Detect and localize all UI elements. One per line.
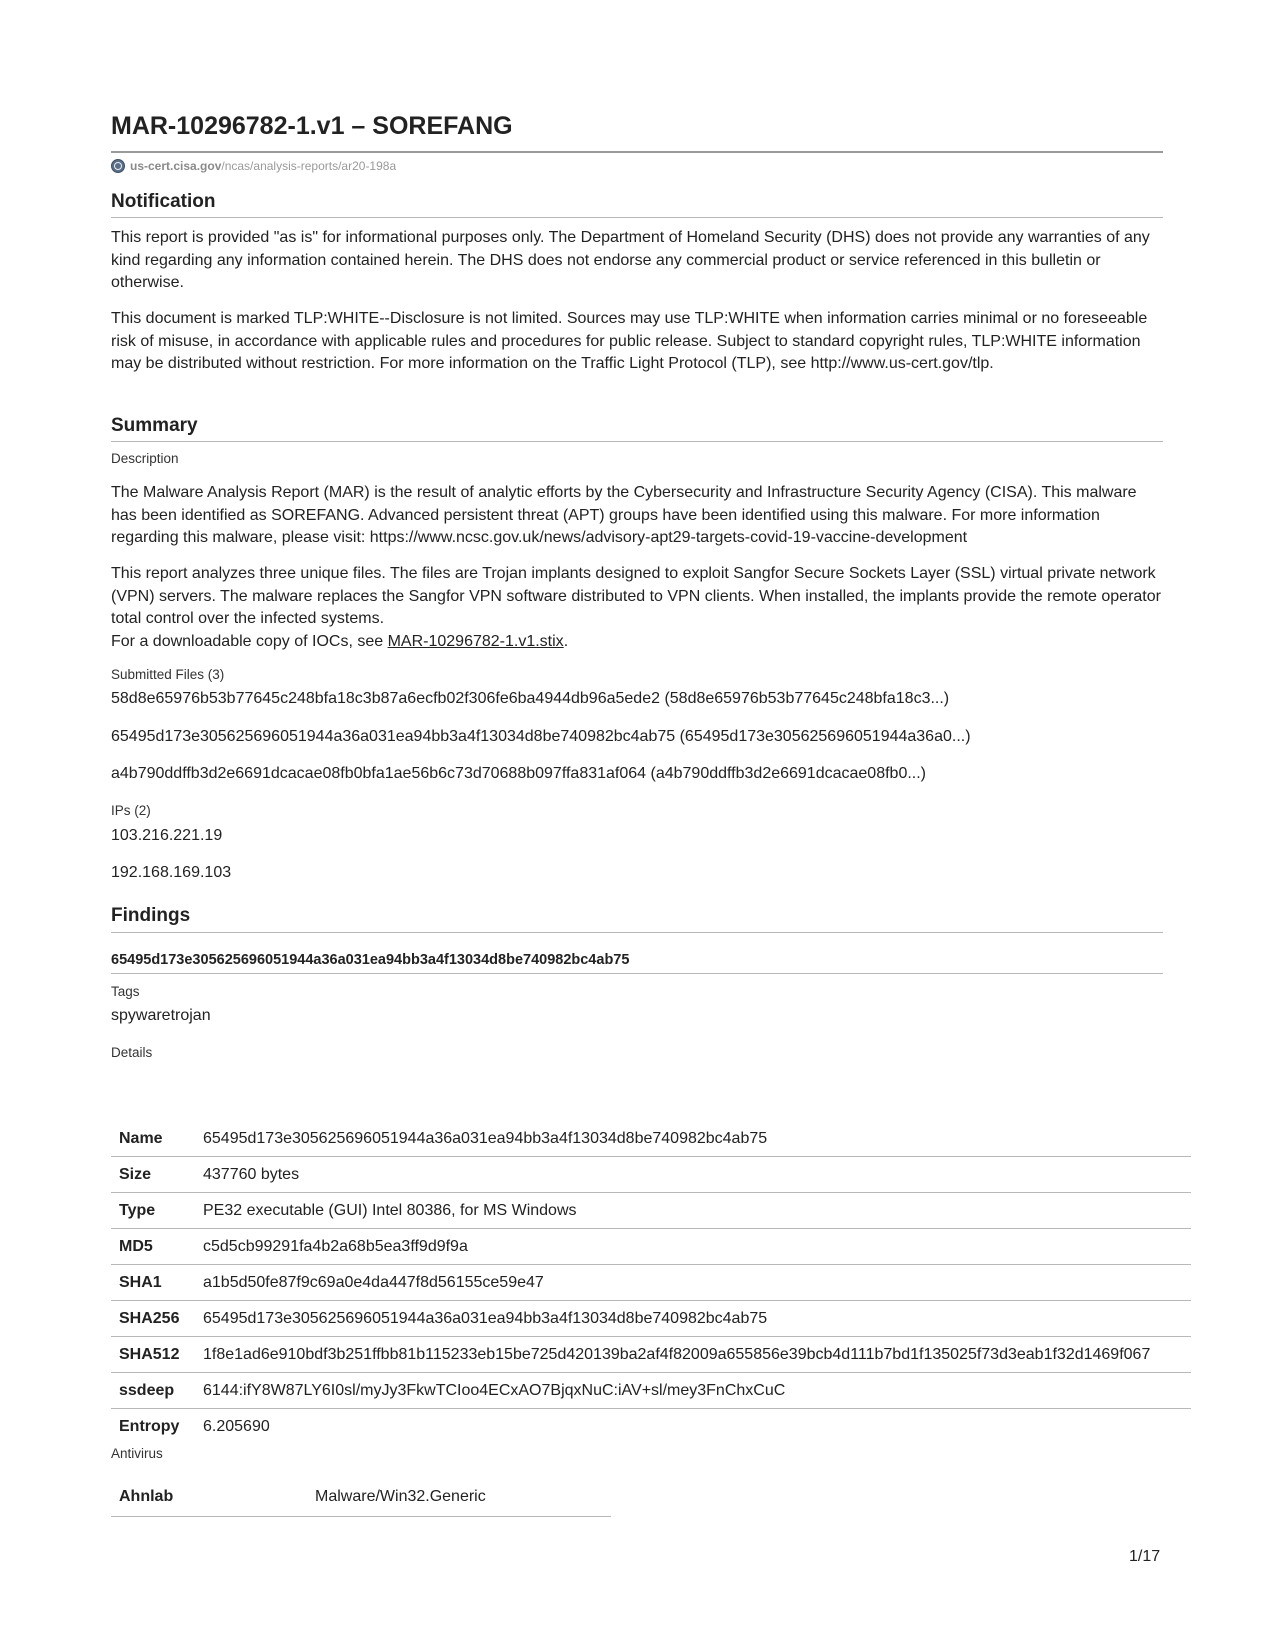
ip-item: 192.168.169.103	[111, 864, 232, 881]
globe-icon	[111, 159, 125, 173]
source-host[interactable]: us-cert.cisa.gov	[130, 159, 222, 173]
details-key: Name	[111, 1121, 203, 1157]
antivirus-row	[111, 1478, 611, 1517]
tags-value: spywaretrojan	[111, 1007, 211, 1024]
submitted-file-item: 65495d173e305625696051944a36a031ea94bb3a4f13034d8be740982bc4ab75 (65495d173e305625696051944a36a0...)	[111, 728, 971, 745]
antivirus-label: Antivirus	[111, 1446, 163, 1461]
submitted-file-item: 58d8e65976b53b77645c248bfa18c3b87a6ecfb02f306fe6ba4944db96a5ede2 (58d8e65976b53b77645c248bfa18c3...)	[111, 690, 950, 707]
finding-hash-heading: 65495d173e305625696051944a36a031ea94bb3a4f13034d8be740982bc4ab75	[111, 952, 630, 968]
details-key: SHA256	[111, 1301, 203, 1337]
details-key: MD5	[111, 1229, 203, 1265]
notification-paragraph-1: This report is provided "as is" for informational purposes only. The Department of Homeland Security (DHS) does not provide any warranties of any kind regarding any information contained herein. The DHS does not endorse any commercial product or service referenced in this bulletin or otherwise.	[111, 229, 1150, 291]
findings-divider	[111, 932, 1163, 933]
summary-heading: Summary	[111, 415, 198, 436]
details-value: 65495d173e305625696051944a36a031ea94bb3a4f13034d8be740982bc4ab75	[203, 1121, 1191, 1157]
source-url[interactable]	[111, 159, 396, 173]
summary-paragraph-2-text: This report analyzes three unique files. The files are Trojan implants designed to exploit Sangfor Secure Sockets Layer (SSL) virtual private network (VPN) servers. The malware replaces the Sangfor VPN software distributed to VPN clients. When installed, the implants provide the remote operator total control over the infected systems.	[111, 565, 1161, 627]
details-row	[111, 1301, 1191, 1337]
details-value: PE32 executable (GUI) Intel 80386, for MS Windows	[203, 1193, 1191, 1229]
details-row	[111, 1157, 1191, 1193]
details-value: 6.205690	[203, 1417, 270, 1435]
details-table	[111, 1121, 1191, 1444]
submitted-files-label: Submitted Files (3)	[111, 667, 225, 682]
notification-paragraph-2: This document is marked TLP:WHITE--Disclosure is not limited. Sources may use TLP:WHITE when information carries minimal or no foreseeable risk of misuse, in accordance with applicable rules and procedures for public release. Subject to standard copyright rules, TLP:WHITE information may be distributed without restriction. For more information on the Traffic Light Protocol (TLP), see http://www.us-cert.gov/tlp.	[111, 310, 1148, 372]
details-value: c5d5cb99291fa4b2a68b5ea3ff9d9f9a	[203, 1229, 1191, 1265]
page-number: 1/17	[1129, 1548, 1161, 1565]
details-key: SHA1	[111, 1265, 203, 1301]
summary-divider	[111, 441, 1163, 442]
details-value: 6144:ifY8W87LY6I0sl/myJy3FkwTCIoo4ECxAO7BjqxNuC:iAV+sl/mey3FnChxCuC	[203, 1373, 1191, 1409]
details-key: Size	[111, 1157, 203, 1193]
summary-paragraph-1: The Malware Analysis Report (MAR) is the result of analytic efforts by the Cybersecurity and Infrastructure Security Agency (CISA). This malware has been identified as SOREFANG. Advanced persistent threat (APT) groups have been identified using this malware. For more information regarding this malware, please visit: https://www.ncsc.gov.uk/news/advisory-apt29-targets-covid-19-vaccine-development	[111, 484, 1137, 546]
ips-label: IPs (2)	[111, 803, 151, 818]
details-row	[111, 1121, 1191, 1157]
details-value: 437760 bytes	[203, 1157, 1191, 1193]
antivirus-result: Malware/Win32.Generic	[315, 1478, 611, 1517]
title-divider	[111, 151, 1163, 153]
notification-divider	[111, 217, 1163, 218]
findings-heading: Findings	[111, 905, 191, 926]
details-row	[111, 1373, 1191, 1409]
ioc-prefix: For a downloadable copy of IOCs, see	[111, 632, 388, 650]
details-key: Entropy	[119, 1417, 180, 1435]
details-row	[111, 1229, 1191, 1265]
details-value: 65495d173e305625696051944a36a031ea94bb3a4f13034d8be740982bc4ab75	[203, 1301, 1191, 1337]
details-value: 1f8e1ad6e910bdf3b251ffbb81b115233eb15be725d420139ba2af4f82009a655856e39bcb4d111b7bd1f135025f73d3eab1f32d1469f067	[203, 1337, 1191, 1373]
details-row	[111, 1193, 1191, 1229]
details-row	[111, 1337, 1191, 1373]
details-value: a1b5d50fe87f9c69a0e4da447f8d56155ce59e47	[203, 1265, 1191, 1301]
notification-heading: Notification	[111, 191, 216, 212]
antivirus-vendor: Ahnlab	[111, 1478, 315, 1517]
ip-item: 103.216.221.19	[111, 827, 223, 844]
source-path[interactable]: /ncas/analysis-reports/ar20-198a	[221, 159, 397, 173]
details-row	[111, 1409, 1191, 1445]
details-key: ssdeep	[111, 1373, 203, 1409]
submitted-file-item: a4b790ddffb3d2e6691dcacae08fb0bfa1ae56b6c73d70688b097ffa831af064 (a4b790ddffb3d2e6691dcacae08fb0...)	[111, 765, 926, 782]
ioc-stix-link[interactable]: MAR-10296782-1.v1.stix	[387, 632, 564, 650]
details-key: Type	[111, 1193, 203, 1229]
antivirus-table	[111, 1478, 611, 1517]
ioc-suffix: .	[563, 632, 569, 650]
details-label: Details	[111, 1045, 153, 1060]
tags-label: Tags	[111, 984, 140, 999]
details-row	[111, 1265, 1191, 1301]
finding-hash-divider	[111, 973, 1163, 974]
summary-paragraph-2	[111, 563, 1163, 653]
description-label: Description	[111, 451, 179, 466]
details-key: SHA512	[111, 1337, 203, 1373]
page-title: MAR-10296782-1.v1 – SOREFANG	[111, 112, 513, 140]
